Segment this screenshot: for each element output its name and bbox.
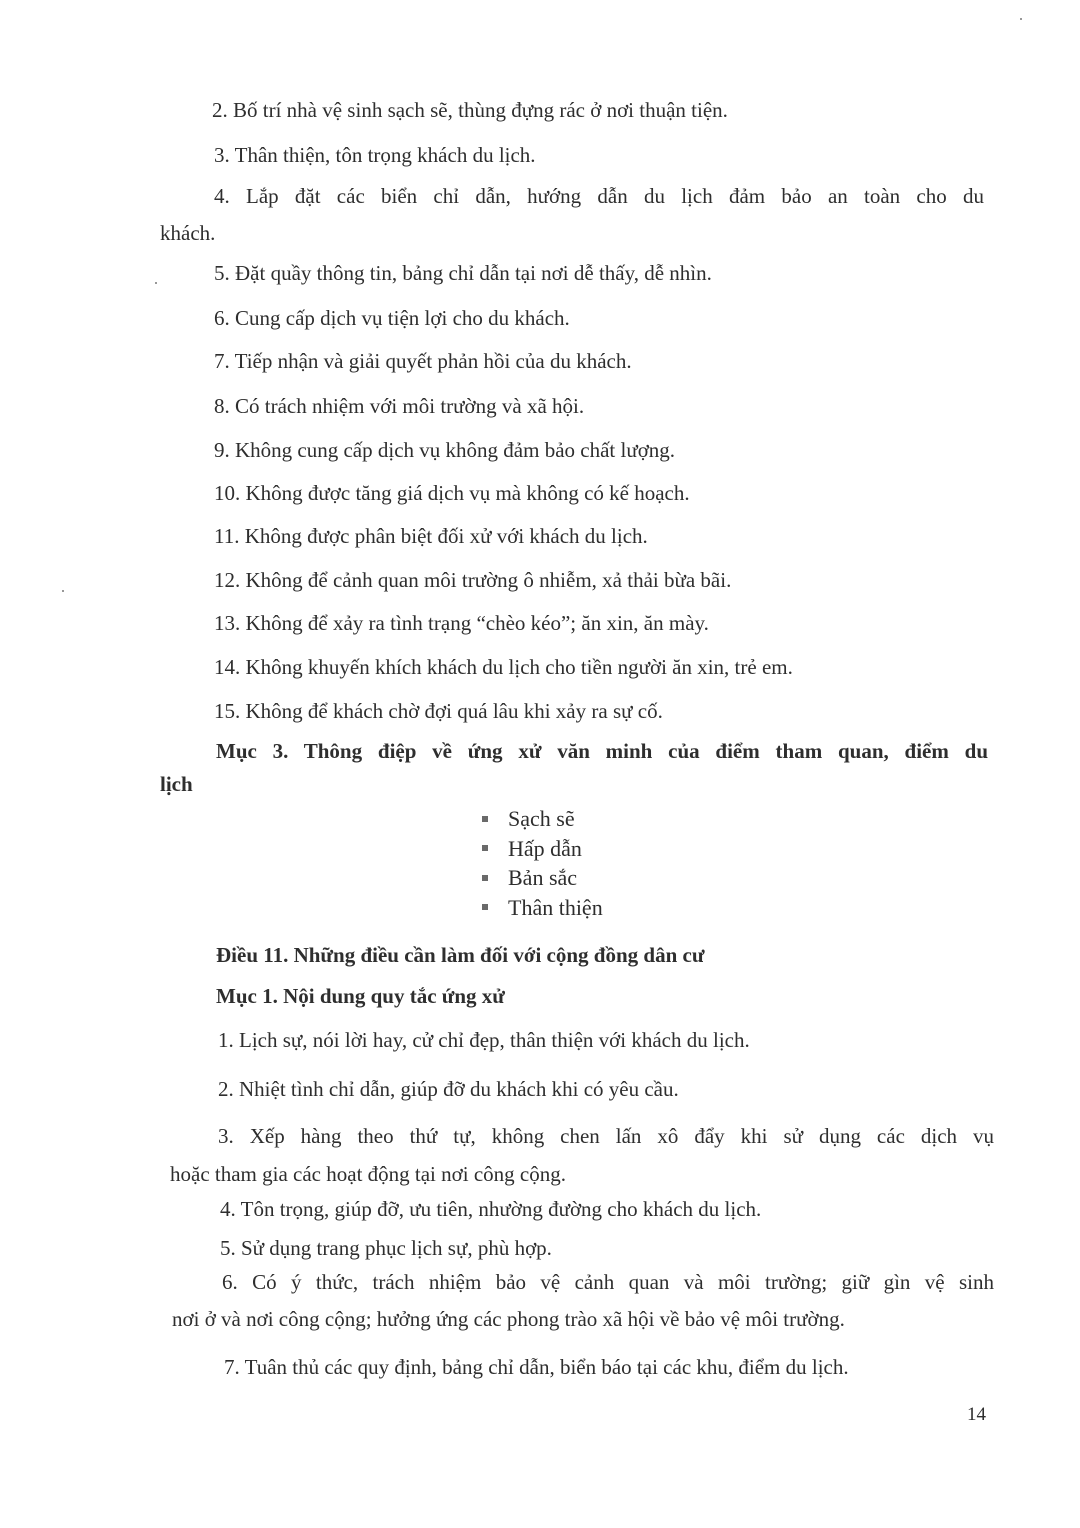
list-item-continuation: nơi ở và nơi công cộng; hưởng ứng các phong trào xã hội về bảo vệ môi trường. [172, 1307, 845, 1331]
scan-speck [62, 590, 64, 592]
article-title: Điều 11. Những điều cần làm đối với cộng đồng dân cư [216, 943, 705, 967]
section-heading: Mục 1. Nội dung quy tắc ứng xử [216, 984, 505, 1008]
list-item: 6. Có ý thức, trách nhiệm bảo vệ cảnh quan và môi trường; giữ gìn vệ sinh [222, 1270, 994, 1294]
section-heading: Mục 3. Thông điệp về ứng xử văn minh của điểm tham quan, điểm du [216, 739, 988, 763]
list-item: 2. Bố trí nhà vệ sinh sạch sẽ, thùng đựng rác ở nơi thuận tiện. [212, 98, 728, 122]
list-item: 4. Lắp đặt các biển chỉ dẫn, hướng dẫn du lịch đảm bảo an toàn cho du [214, 184, 984, 208]
list-item: 14. Không khuyến khích khách du lịch cho tiền người ăn xin, trẻ em. [214, 655, 793, 679]
list-item: 9. Không cung cấp dịch vụ không đảm bảo chất lượng. [214, 438, 676, 462]
list-item: 7. Tuân thủ các quy định, bảng chỉ dẫn, biển báo tại các khu, điểm du lịch. [224, 1355, 849, 1379]
list-item: 12. Không để cảnh quan môi trường ô nhiễm, xả thải bừa bãi. [214, 568, 732, 592]
list-item: 10. Không được tăng giá dịch vụ mà không có kế hoạch. [214, 481, 690, 505]
list-item: 11. Không được phân biệt đối xử với khách du lịch. [214, 524, 648, 548]
list-item: 13. Không để xảy ra tình trạng “chèo kéo”; ăn xin, ăn mày. [214, 611, 709, 635]
list-item: 15. Không để khách chờ đợi quá lâu khi xảy ra sự cố. [214, 699, 663, 723]
message-text: Bản sắc [508, 865, 578, 890]
message-text: Sạch sẽ [508, 806, 575, 831]
message-text: Hấp dẫn [508, 835, 582, 861]
list-item: 7. Tiếp nhận và giải quyết phản hồi của du khách. [214, 349, 632, 373]
bullet-icon [482, 845, 488, 851]
page-number: 14 [967, 1404, 986, 1425]
list-item: 5. Sử dụng trang phục lịch sự, phù hợp. [220, 1236, 552, 1260]
list-item: 8. Có trách nhiệm với môi trường và xã hội. [214, 394, 585, 418]
list-item [482, 804, 603, 834]
list-item [482, 834, 603, 864]
message-list [482, 804, 603, 922]
scan-speck [155, 282, 157, 284]
bullet-icon [482, 816, 488, 822]
bullet-icon [482, 875, 488, 881]
list-item: 1. Lịch sự, nói lời hay, cử chỉ đẹp, thân thiện với khách du lịch. [218, 1028, 750, 1052]
bullet-icon [482, 904, 488, 910]
scan-speck [1020, 18, 1022, 20]
list-item [482, 893, 603, 923]
list-item: 3. Thân thiện, tôn trọng khách du lịch. [214, 143, 536, 167]
list-item-continuation: khách. [160, 221, 216, 245]
message-text: Thân thiện [508, 894, 603, 920]
list-item [482, 863, 603, 893]
list-item: 3. Xếp hàng theo thứ tự, không chen lấn xô đẩy khi sử dụng các dịch vụ [218, 1124, 994, 1148]
list-item: 6. Cung cấp dịch vụ tiện lợi cho du khách. [214, 306, 570, 330]
list-item: 2. Nhiệt tình chỉ dẫn, giúp đỡ du khách khi có yêu cầu. [218, 1077, 679, 1101]
list-item-continuation: hoặc tham gia các hoạt động tại nơi công cộng. [170, 1162, 566, 1186]
section-heading-continuation: lịch [160, 772, 193, 796]
list-item: 4. Tôn trọng, giúp đỡ, ưu tiên, nhường đường cho khách du lịch. [220, 1197, 762, 1221]
list-item: 5. Đặt quầy thông tin, bảng chỉ dẫn tại nơi dễ thấy, dễ nhìn. [214, 261, 712, 285]
